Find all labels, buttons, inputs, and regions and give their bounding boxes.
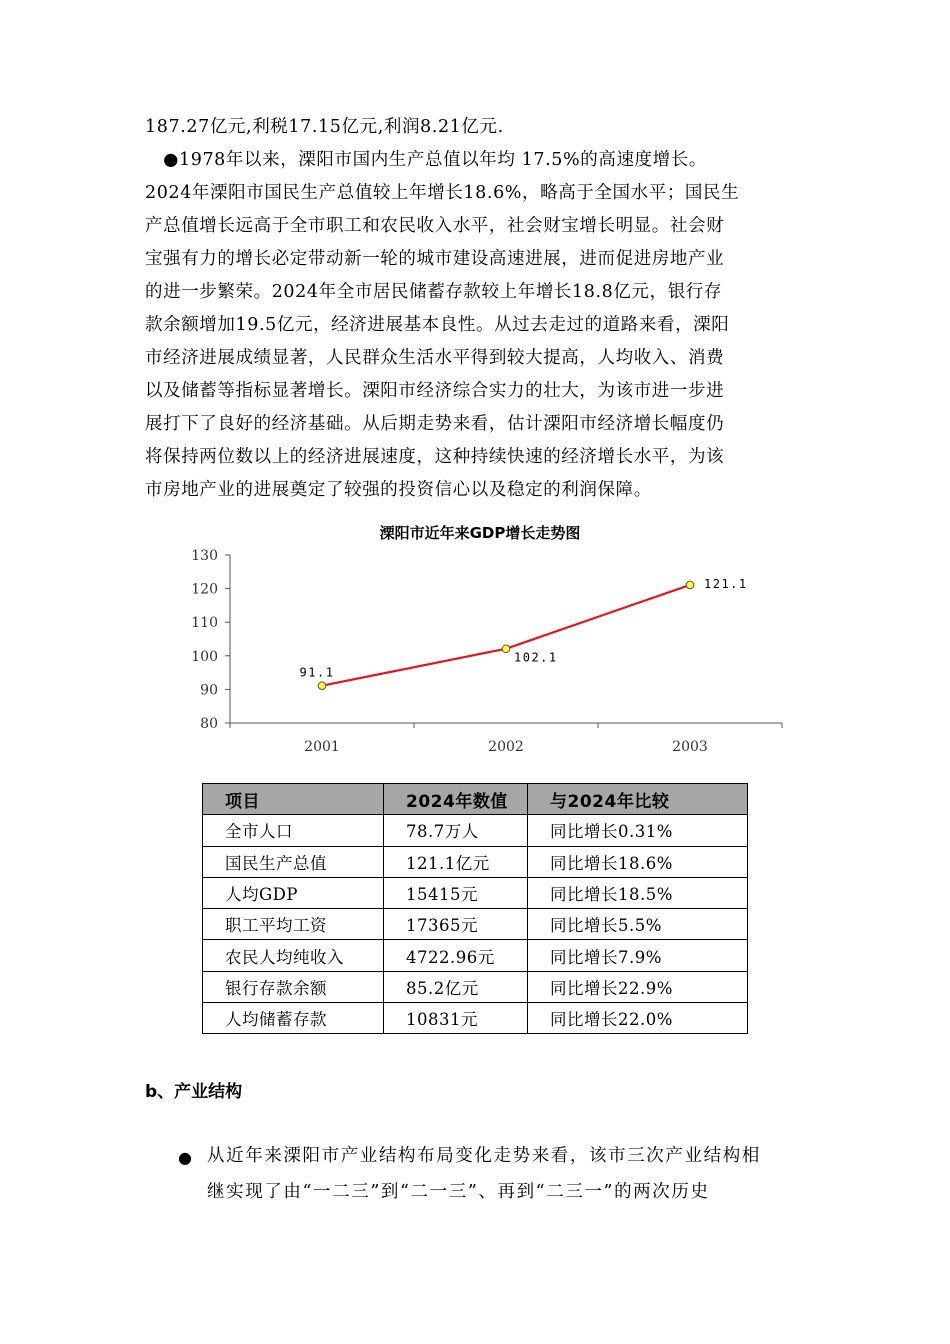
table-cell: 同比增长18.6% — [528, 846, 748, 877]
economy-indicators-table — [202, 783, 748, 1034]
column-header-comparison: 与2024年比较 — [528, 784, 748, 815]
table-row — [203, 971, 748, 1002]
bullet-paragraph-line: 继实现了由“一二三”到“二一三”、再到“二三一”的两次历史 — [207, 1182, 710, 1202]
x-tick-label: 2003 — [672, 739, 708, 755]
table-cell: 同比增长7.9% — [528, 940, 748, 971]
table-cell: 78.7万人 — [384, 815, 528, 846]
column-header-item: 项目 — [203, 784, 384, 815]
table-row — [203, 909, 748, 940]
table-cell: 4722.96元 — [384, 940, 528, 971]
data-label: 121.1 — [704, 576, 748, 591]
paragraph-line: ●1978年以来，溧阳市国内生产总值以年均 17.5%的高速度增长。 — [145, 150, 707, 170]
paragraph-line: 市房地产业的进展奠定了较强的投资信心以及稳定的利润保障。 — [145, 480, 652, 500]
y-tick-label: 80 — [200, 716, 218, 732]
chart-title: 溧阳市近年来GDP增长走势图 — [379, 524, 581, 542]
table-cell: 15415元 — [384, 877, 528, 908]
data-label: 102.1 — [514, 650, 558, 665]
table-cell: 10831元 — [384, 1003, 528, 1034]
paragraph-line: 187.27亿元,利税17.15亿元,利润8.21亿元. — [145, 117, 504, 137]
bullet-paragraph-line: 从近年来溧阳市产业结构布局变化走势来看，该市三次产业结构相 — [207, 1146, 761, 1166]
table-cell: 人均GDP — [203, 877, 384, 908]
x-tick-label: 2002 — [488, 739, 524, 755]
y-tick-label: 110 — [191, 615, 218, 632]
y-tick-label: 100 — [191, 648, 218, 665]
table-row — [203, 940, 748, 971]
table-cell: 国民生产总值 — [203, 846, 384, 877]
paragraph-line: 宝强有力的增长必定带动新一轮的城市建设高速进展，进而促进房地产业 — [145, 249, 725, 269]
table-cell: 全市人口 — [203, 815, 384, 846]
paragraph-line: 产总值增长远高于全市职工和农民收入水平，社会财宝增长明显。社会财 — [145, 216, 725, 236]
gdp-line-chart — [150, 540, 800, 765]
y-tick-label: 90 — [200, 682, 218, 699]
y-tick-label: 120 — [191, 581, 218, 598]
table-cell: 85.2亿元 — [384, 971, 528, 1002]
table-row — [203, 1003, 748, 1034]
x-tick-label: 2001 — [304, 739, 340, 755]
paragraph-line: 将保持两位数以上的经济进展速度，这种持续快速的经济增长水平，为该 — [145, 447, 725, 467]
data-point-marker — [318, 682, 326, 690]
table-cell: 银行存款余额 — [203, 971, 384, 1002]
table-cell: 农民人均纯收入 — [203, 940, 384, 971]
paragraph-line: 以及储蓄等指标显著增长。溧阳市经济综合实力的壮大，为该市进一步进 — [145, 381, 725, 401]
section-heading: b、产业结构 — [145, 1082, 243, 1102]
table-cell: 人均储蓄存款 — [203, 1003, 384, 1034]
column-header-value: 2024年数值 — [384, 784, 528, 815]
table-cell: 同比增长22.9% — [528, 971, 748, 1002]
data-label: 91.1 — [299, 665, 335, 680]
table-cell: 同比增长18.5% — [528, 877, 748, 908]
table-cell: 121.1亿元 — [384, 846, 528, 877]
table-cell: 17365元 — [384, 909, 528, 940]
table-cell: 同比增长22.0% — [528, 1003, 748, 1034]
paragraph-line: 的进一步繁荣。2024年全市居民储蓄存款较上年增长18.8亿元，银行存 — [145, 282, 722, 302]
table-row — [203, 877, 748, 908]
table-cell: 同比增长0.31% — [528, 815, 748, 846]
table-cell: 同比增长5.5% — [528, 909, 748, 940]
data-point-marker — [686, 581, 694, 589]
bullet-icon: ● — [178, 1148, 192, 1167]
y-tick-label: 130 — [191, 548, 218, 564]
paragraph-line: 2024年溧阳市国民生产总值较上年增长18.6%，略高于全国水平；国民生 — [145, 183, 740, 203]
data-point-marker — [502, 645, 510, 653]
table-row — [203, 815, 748, 846]
paragraph-line: 款余额增加19.5亿元，经济进展基本良性。从过去走过的道路来看，溧阳 — [145, 315, 730, 335]
table-cell: 职工平均工资 — [203, 909, 384, 940]
paragraph-line: 市经济进展成绩显著，人民群众生活水平得到较大提高，人均收入、消费 — [145, 348, 725, 368]
paragraph-line: 展打下了良好的经济基础。从后期走势来看，估计溧阳市经济增长幅度仍 — [145, 414, 725, 434]
table-header-row — [203, 784, 748, 815]
gdp-series-line — [322, 585, 690, 686]
table-row — [203, 846, 748, 877]
